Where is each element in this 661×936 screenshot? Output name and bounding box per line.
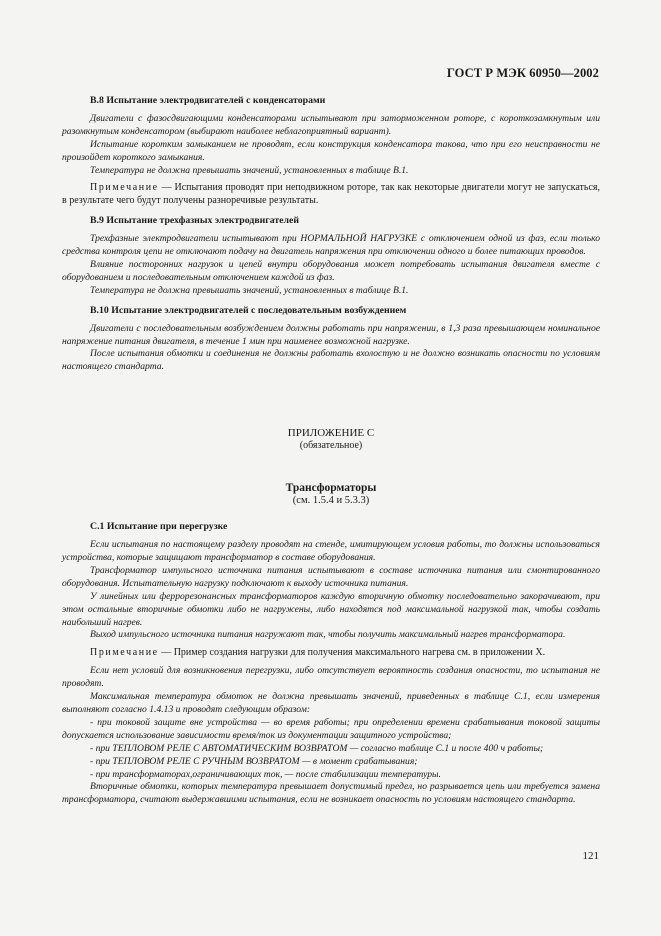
section-heading-b8: В.8 Испытание электродвигателей с конденсаторами	[90, 95, 326, 106]
standard-header: ГОСТ Р МЭК 60950—2002	[446, 66, 599, 80]
list-item: - при трансформаторах,ограничивающих ток, — после стабилизации температуры.	[90, 768, 441, 780]
appendix-title: ПРИЛОЖЕНИЕ С	[287, 427, 375, 440]
paragraph: Температура не должна превышать значений, установленных в таблице В.1.	[90, 284, 409, 296]
paragraph: Влияние посторонних нагрузок и цепей внутри оборудования может потребовать испытания двигателя вместе с оборудованием и последовательным отключением каждой из фаз.	[62, 258, 600, 283]
note-label: Примечание	[90, 182, 159, 194]
paragraph: Двигатели с последовательным возбуждением должны работать при напряжении, в 1,3 раза превышающем номинальное напряжение питания двигателя, в течение 1 мин при наименее возможной нагрузке.	[62, 322, 600, 347]
section-heading-c1: С.1 Испытание при перегрузке	[90, 521, 228, 533]
paragraph: Максимальная температура обмоток не должна превышать значений, приведенных в таблице С.1, если измерения выполняют согласно 1.4.13 и проводят следующим образом:	[62, 691, 600, 715]
paragraph: Если испытания по настоящему разделу проводят на стенде, имитирующем условия работы, то должны использоваться устройства, которые защищают трансформатор в составе оборудования.	[62, 539, 600, 564]
page-number: 121	[582, 850, 599, 862]
paragraph: Вторичные обмотки, которых температура превышает допустимый предел, но разрывается цепь или требуется замена трансформатора, считают выдержавшими испытания, если не возникает опасность по условиям настоящего стандарта.	[62, 781, 600, 806]
list-item: - при токовой защите вне устройства — во время работы; при определении времени срабатывания токовой защиты допускается использование зависимости время/ток из документации защитного устройства;	[62, 716, 600, 741]
paragraph: У линейных или феррорезонансных трансформаторов каждую вторичную обмотку последовательно закорачивают, при этом остальные вторичные обмотки либо не нагружены, либо находятся под максимальной нагрузкой так, чтобы создать наибольший нагрев.	[62, 590, 600, 628]
paragraph: Трансформатор импульсного источника питания испытывают в составе источника питания или смонтированного оборудования. Испытательную нагрузку подключают к выходу источника питания.	[62, 564, 600, 589]
paragraph: Трехфазные электродвигатели испытывают при НОРМАЛЬНОЙ НАГРУЗКЕ с отключением одной из фаз, если только средства контроля цепи не отключают подачу на двигатель напряжения при отключении одного и более питающих проводов.	[62, 233, 600, 258]
appendix-status: (обязательное)	[299, 440, 363, 452]
section-heading-b10: В.10 Испытание электродвигателей с последовательным возбуждением	[90, 304, 407, 316]
paragraph: Двигатели с фазосдвигающими конденсаторами испытывают при заторможенном роторе, с короткозамкнутым или разомкнутым конденсатором (выбирают наиболее неблагоприятный вариант).	[62, 112, 600, 137]
appendix-reference: (см. 1.5.4 и 5.3.3)	[292, 495, 370, 507]
note	[62, 647, 600, 660]
note-text: — Пример создания нагрузки для получения максимального нагрева см. в приложении X.	[158, 647, 546, 659]
paragraph: Температура не должна превышать значений, установленных в таблице В.1.	[90, 164, 409, 176]
list-item: - при ТЕПЛОВОМ РЕЛЕ С АВТОМАТИЧЕСКИМ ВОЗВРАТОМ — согласно таблице С.1 и после 400 ч работы;	[90, 742, 544, 754]
page-content	[62, 95, 600, 807]
list-item: - при ТЕПЛОВОМ РЕЛЕ С РУЧНЫМ ВОЗВРАТОМ — в момент срабатывания;	[90, 755, 418, 767]
section-heading-b9: В.9 Испытание трехфазных электродвигателей	[90, 215, 300, 227]
paragraph: Выход импульсного источника питания нагружают так, чтобы получить максимальный нагрев трансформатора.	[90, 629, 566, 641]
note-text: — Испытания проводят при неподвижном роторе, так как некоторые двигатели могут не запускаться, в результате чего будут получены разноречивые результаты.	[62, 182, 600, 207]
appendix-name: Трансформаторы	[285, 482, 377, 495]
paragraph: После испытания обмотки и соединения не должны работать вхолостую и не должно возникать опасности по условиям настоящего стандарта.	[62, 348, 600, 373]
note	[62, 182, 600, 208]
paragraph: Если нет условий для возникновения перегрузки, либо отсутствует вероятность создания опасности, то испытания не проводят.	[62, 665, 600, 690]
paragraph: Испытание коротким замыканием не проводят, если конструкция конденсатора такова, что при его неисправности не произойдет короткого замыкания.	[62, 138, 600, 163]
note-label: Примечание	[90, 647, 159, 659]
